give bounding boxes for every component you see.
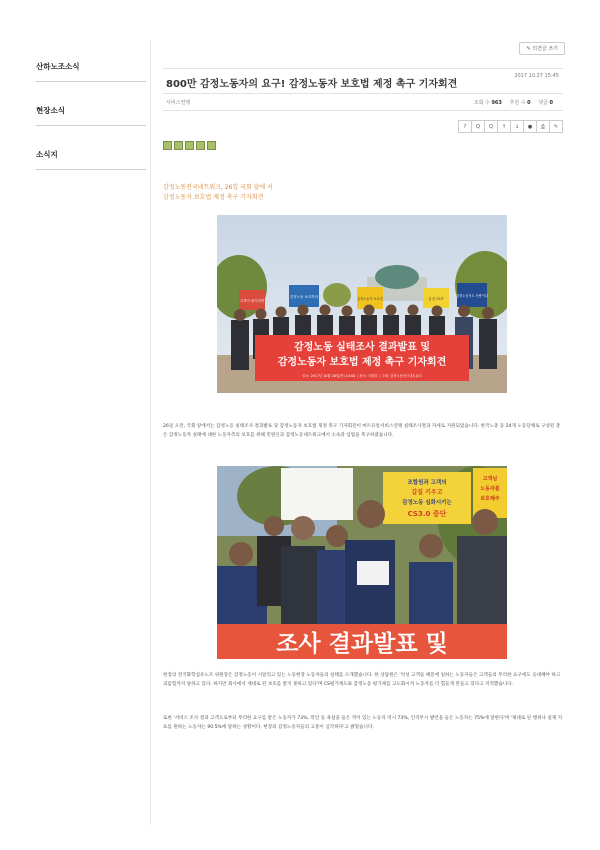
sidebar-divider — [150, 40, 151, 825]
likes-count: 0 — [527, 100, 531, 106]
sign-text: 감정노동 보호하라 — [289, 295, 319, 299]
post-stats — [474, 99, 559, 106]
sign-text: 감정노동자 보호법 — [357, 297, 383, 301]
attachment-thumbnail[interactable] — [174, 141, 183, 150]
sign-text: 갑질 OUT — [428, 297, 444, 301]
banner-text: 조사 결과발표 및 — [276, 631, 448, 657]
highlight-line: 감정노동자 보호법 제정 촉구 기자회견 — [163, 194, 264, 201]
comments-count: 0 — [549, 100, 553, 106]
sign-text: 조합원과 고객의 — [407, 480, 447, 486]
post-date: 2017.10.27 15:45 — [514, 73, 559, 79]
attachment-thumbnail[interactable] — [163, 141, 172, 150]
banner-text-line2: 감정노동자 보호법 제정 촉구 기자회견 — [277, 357, 447, 368]
title-row — [163, 68, 563, 94]
views-count: 963 — [491, 100, 502, 106]
help-icon[interactable]: ? — [458, 120, 472, 133]
comment-icon[interactable]: ● — [523, 120, 537, 133]
up-icon[interactable]: ↑ — [497, 120, 511, 133]
meta-row — [163, 96, 563, 111]
comments-label: 댓글 — [538, 100, 548, 106]
attachment-thumbnails — [163, 141, 216, 150]
sidebar-item-newsletter[interactable]: 소식지 — [36, 144, 146, 170]
sign-text: 갑질 키우고 — [411, 489, 443, 496]
sign-text: 감정노동자도 사람이다 — [456, 294, 488, 298]
article-paragraph: 현장의 전국화학섬유노조 위원장은 감정노동이 시달리고 있는 노동현장 노동자들의 실태를 소개했습니다. 한 상담원은 '악성 고객들 때문에 일하는 노동자들은 고객들의 무리한 요구에도 응대해야 하고 괴롭힘까지 당하고 있다. 하지만 회사에서 제대로 된 보호를 받지 못하고 있다'며 CS평가제도와 감정노동 평가제를 고도화시켜 노동자를 더 힘들게 만들고 있다고 지적했습니다. — [163, 673, 561, 687]
edit-icon[interactable]: ✎ — [549, 120, 563, 133]
sign-text: 고객님 — [482, 476, 498, 482]
attachment-thumbnail[interactable] — [196, 141, 205, 150]
print-icon[interactable]: ⎙ — [536, 120, 550, 133]
article-toolbar — [459, 120, 563, 133]
zoom-in-icon[interactable]: Q — [484, 120, 498, 133]
article-paragraph: 26일 오전, 국회 앞에서는 감정노동 실태조사 결과발표 및 감정노동자 보호법 제정 촉구 기자회견이 마트유통서비스연맹 실태조사결과 자세로 지원되었습니다. 한국노총 등 24개 노동단체로 구성된 총은 감정노동자 실태에 대한 노동자측의 보호를 위해 민원인과 감정노동네트워크에서 소속과 입법을 촉구하였습니다. — [163, 424, 561, 438]
banner-text-line1: 감정노동 실태조사 결과발표 및 — [293, 342, 431, 353]
article-paragraph: 또한 '서비스 조사 결과 고객으로부터 무리한 요구를 받은 노동자가 73%, 폭언 등 욕설을 들은 적이 있는 노동자 역시 73%, 인격무시 발언을 들은 노동자는 75%에 달한다'며 '제대로 된 행위나 실제 지표를 원하는 노동자는 90.5%에 달하는 상황이다. 현장의 감정노동자들의 고통이 심각하다'고 밝혔습니다. — [163, 716, 563, 730]
views-label: 조회 수 — [473, 100, 490, 106]
sidebar-item-field-news[interactable]: 현장소식 — [36, 100, 146, 126]
down-icon[interactable]: ↓ — [510, 120, 524, 133]
zoom-out-icon[interactable]: Q — [471, 120, 485, 133]
sign-text: 고객이 왕이라면 — [239, 299, 265, 303]
highlight-line: 감정노동전국네트워크, 26일 국회 앞에 서 — [163, 184, 273, 191]
sign-text: 감정노동 심화시키는 — [402, 500, 452, 506]
attachment-thumbnail[interactable] — [185, 141, 194, 150]
article-highlight — [163, 183, 273, 203]
page-title: 800만 감정노동자의 요구! 감정노동자 보호법 제정 촉구 기자회견 — [166, 79, 458, 90]
press-conference-photo-1 — [217, 215, 507, 393]
author-name[interactable]: 서비스연맹 — [166, 100, 191, 106]
write-opinion-button[interactable]: ✎ 의견글 쓰기 — [519, 42, 565, 55]
sidebar-item-branch-news[interactable]: 산하노조소식 — [36, 56, 146, 82]
sign-text: CS3.0 중단 — [407, 510, 447, 518]
attachment-thumbnail[interactable] — [207, 141, 216, 150]
sign-text: 노동자를 — [480, 486, 500, 492]
likes-label: 추천 수 — [509, 100, 526, 106]
press-conference-photo-2 — [217, 466, 507, 659]
banner-small-text: 일시: 2017년 10월 26일(목) 10:00 │ 장소: 국회앞 │ 주최: 감정노동전국네트워크 — [302, 374, 422, 378]
sidebar — [36, 56, 146, 188]
sign-text: 보호해주 — [480, 496, 500, 502]
